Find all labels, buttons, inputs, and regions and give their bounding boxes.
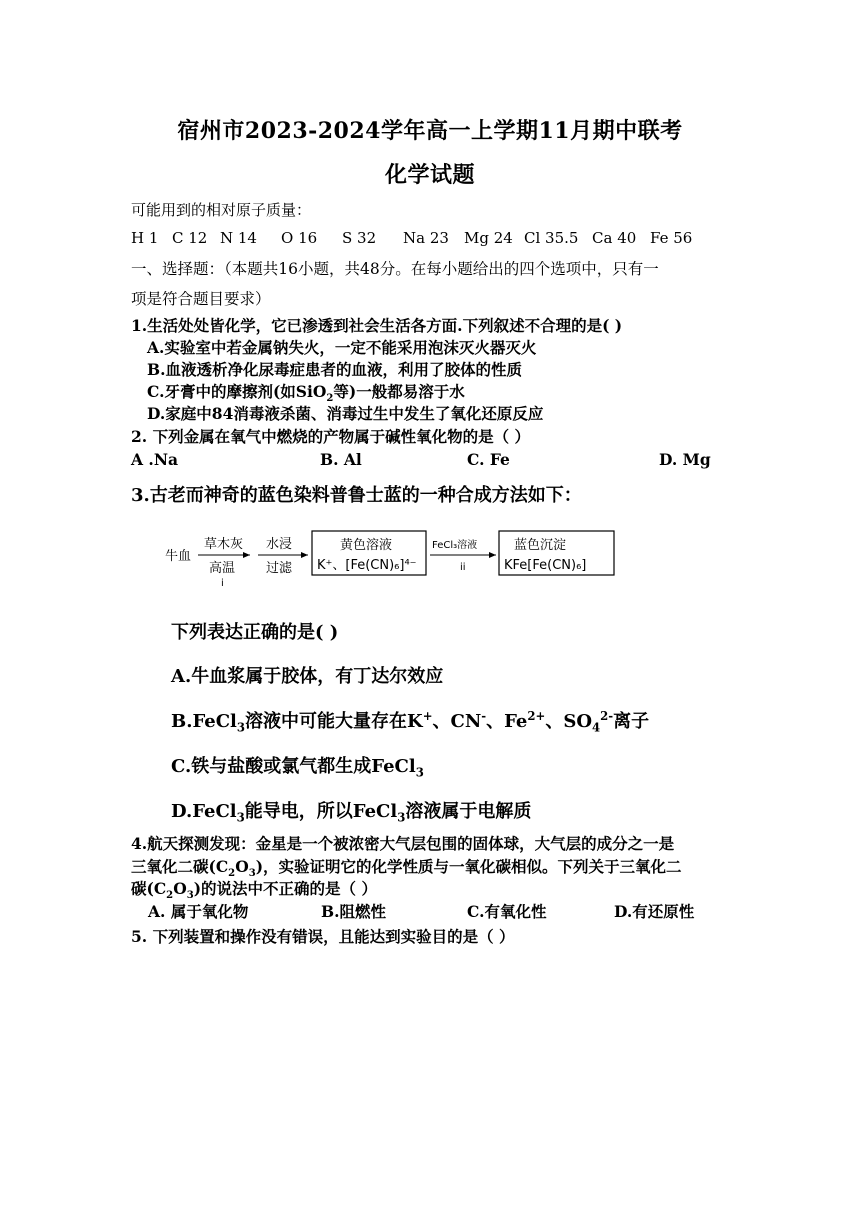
q3-b-mid2: 、CN [432,711,482,732]
q2-option-c: C. Fe [467,450,510,469]
synthesis-scheme [160,528,620,598]
q4-line3-sub2: 3 [186,890,194,902]
q3-d-mid: 能导电，所以FeCl [244,801,398,822]
q2-option-a: A .Na [131,450,179,469]
q1-option-c-post: 等)一般都易溶于水 [333,382,465,401]
atomic-mass-h: H 1 [131,229,159,247]
q4-line1: 4.航天探测发现：金星是一个被浓密大气层包围的固体球，大气层的成分之一是 [131,834,675,853]
q2-option-b: B. Al [320,450,362,469]
q3-option-d [171,797,531,823]
q3-b-mid4: 、SO [545,711,593,732]
q3-b-pre: B.FeCl [171,711,237,732]
q4-line2-mid: O [235,857,249,876]
scheme-box1-line1: 黄色溶液 [340,538,393,553]
page-title: 宿州市2023-2024学年高一上学期11月期中联考 [177,118,683,144]
q3-b-sub4: 4 [592,720,601,735]
section-heading-line1: 一、选择题：（本题共16小题，共48分。在每小题给出的四个选项中，只有一 [131,260,659,278]
q3-b-mid: 溶液中可能大量存在K [245,711,423,732]
atomic-mass-fe: Fe 56 [650,229,693,247]
q1-stem: 1.生活处处皆化学，它已渗透到社会生活各方面.下列叙述不合理的是( ) [131,316,623,335]
section-heading-line2: 项是符合题目要求） [131,290,271,308]
scheme-step2-top: 水浸 [266,537,293,552]
q4-option-b: B.阻燃性 [321,902,386,921]
q3-b-post: 离子 [613,711,650,732]
q4-option-d: D.有还原性 [614,902,695,921]
q3-b-sup2: - [481,709,487,723]
q3-d-sub2: 3 [397,810,406,825]
q3-b-sub1: 3 [236,720,246,735]
atomic-mass-n: N 14 [220,229,257,247]
atomic-mass-s: S 32 [342,229,377,247]
q3-b-mid3: 、Fe [486,711,528,732]
q3-option-c [171,752,424,778]
q1-option-c [147,380,465,405]
q1-option-c-sub: 2 [326,393,334,405]
q4-line3 [131,877,377,902]
q4-line2-post: )，实验证明它的化学性质与一氧化碳相似。下列关于三氧化二 [255,857,682,876]
q3-b-sup1: + [422,709,433,723]
atomic-mass-intro: 可能用到的相对原子质量： [131,201,312,219]
scheme-step1-top: 草木灰 [204,537,244,552]
q3-c-pre: C.铁与盐酸或氯气都生成FeCl [171,756,416,777]
q4-line2-pre: 三氧化二碳(C [131,857,229,876]
q2-stem: 2. 下列金属在氧气中燃烧的产物属于碱性氧化物的是（ ） [131,427,530,446]
q3-stem: 3.古老而神奇的蓝色染料普鲁士蓝的一种合成方法如下： [131,485,582,506]
q1-option-b [147,358,522,380]
q1-option-a-text: A.实验室中若金属钠失火，一定不能采用泡沫灭火器灭火 [147,338,537,357]
q3-d-pre: D.FeCl [171,801,237,822]
q4-option-c: C.有氧化性 [467,902,547,921]
scheme-step1-bottom: 高温 [209,561,236,576]
q4-line3-pre: 碳(C [131,879,167,898]
q3-b-sup3: 2+ [527,709,546,723]
page-subtitle: 化学试题 [384,162,475,188]
q1-option-c-pre: C.牙膏中的摩擦剂(如SiO [147,382,327,401]
scheme-start-label: 牛血 [165,549,192,564]
scheme-step3-bottom: ii [460,562,466,573]
q4-option-a: A. 属于氧化物 [148,902,249,921]
atomic-mass-mg: Mg 24 [464,229,513,247]
q5-stem: 5. 下列装置和操作没有错误，且能达到实验目的是（ ） [131,927,515,946]
scheme-step1-index: i [221,578,224,589]
atomic-mass-ca: Ca 40 [592,229,637,247]
q4-line3-mid: O [173,879,187,898]
scheme-step3-top: FeCl₃溶液 [432,540,478,551]
atomic-mass-na: Na 23 [403,229,449,247]
atomic-mass-cl: Cl 35.5 [524,229,579,247]
q4-line2 [131,855,682,880]
atomic-mass-o: O 16 [281,229,318,247]
q3-d-sub1: 3 [236,810,245,825]
q3-option-b [171,707,649,733]
q4-line2-sub2: 3 [248,868,256,880]
atomic-mass-c: C 12 [172,229,208,247]
q2-option-d: D. Mg [659,450,711,469]
q3-option-a: A.牛血浆属于胶体，有丁达尔效应 [171,666,444,687]
q1-option-d: D.家庭中84消毒液杀菌、消毒过生中发生了氧化还原反应 [147,404,544,423]
q3-c-sub: 3 [415,765,424,780]
scheme-box2-line2: KFe[Fe(CN)₆] [504,558,587,573]
scheme-box1-line2: K⁺、[Fe(CN)₆]⁴⁻ [317,558,417,573]
scheme-box2-line1: 蓝色沉淀 [514,538,567,553]
scheme-step2-bottom: 过滤 [266,561,293,576]
q1-option-b-text: B.血液透析净化尿毒症患者的血液，利用了胶体的性质 [147,360,522,379]
q4-line2-sub1: 2 [228,868,236,880]
q4-line3-post: )的说法中不正确的是（ ） [193,879,377,898]
q3-b-sup4: 2- [600,709,614,723]
q3-prompt: 下列表达正确的是( ) [171,622,339,643]
q3-d-post: 溶液属于电解质 [405,801,532,822]
q1-option-a [147,336,536,358]
q4-line3-sub1: 2 [166,890,174,902]
